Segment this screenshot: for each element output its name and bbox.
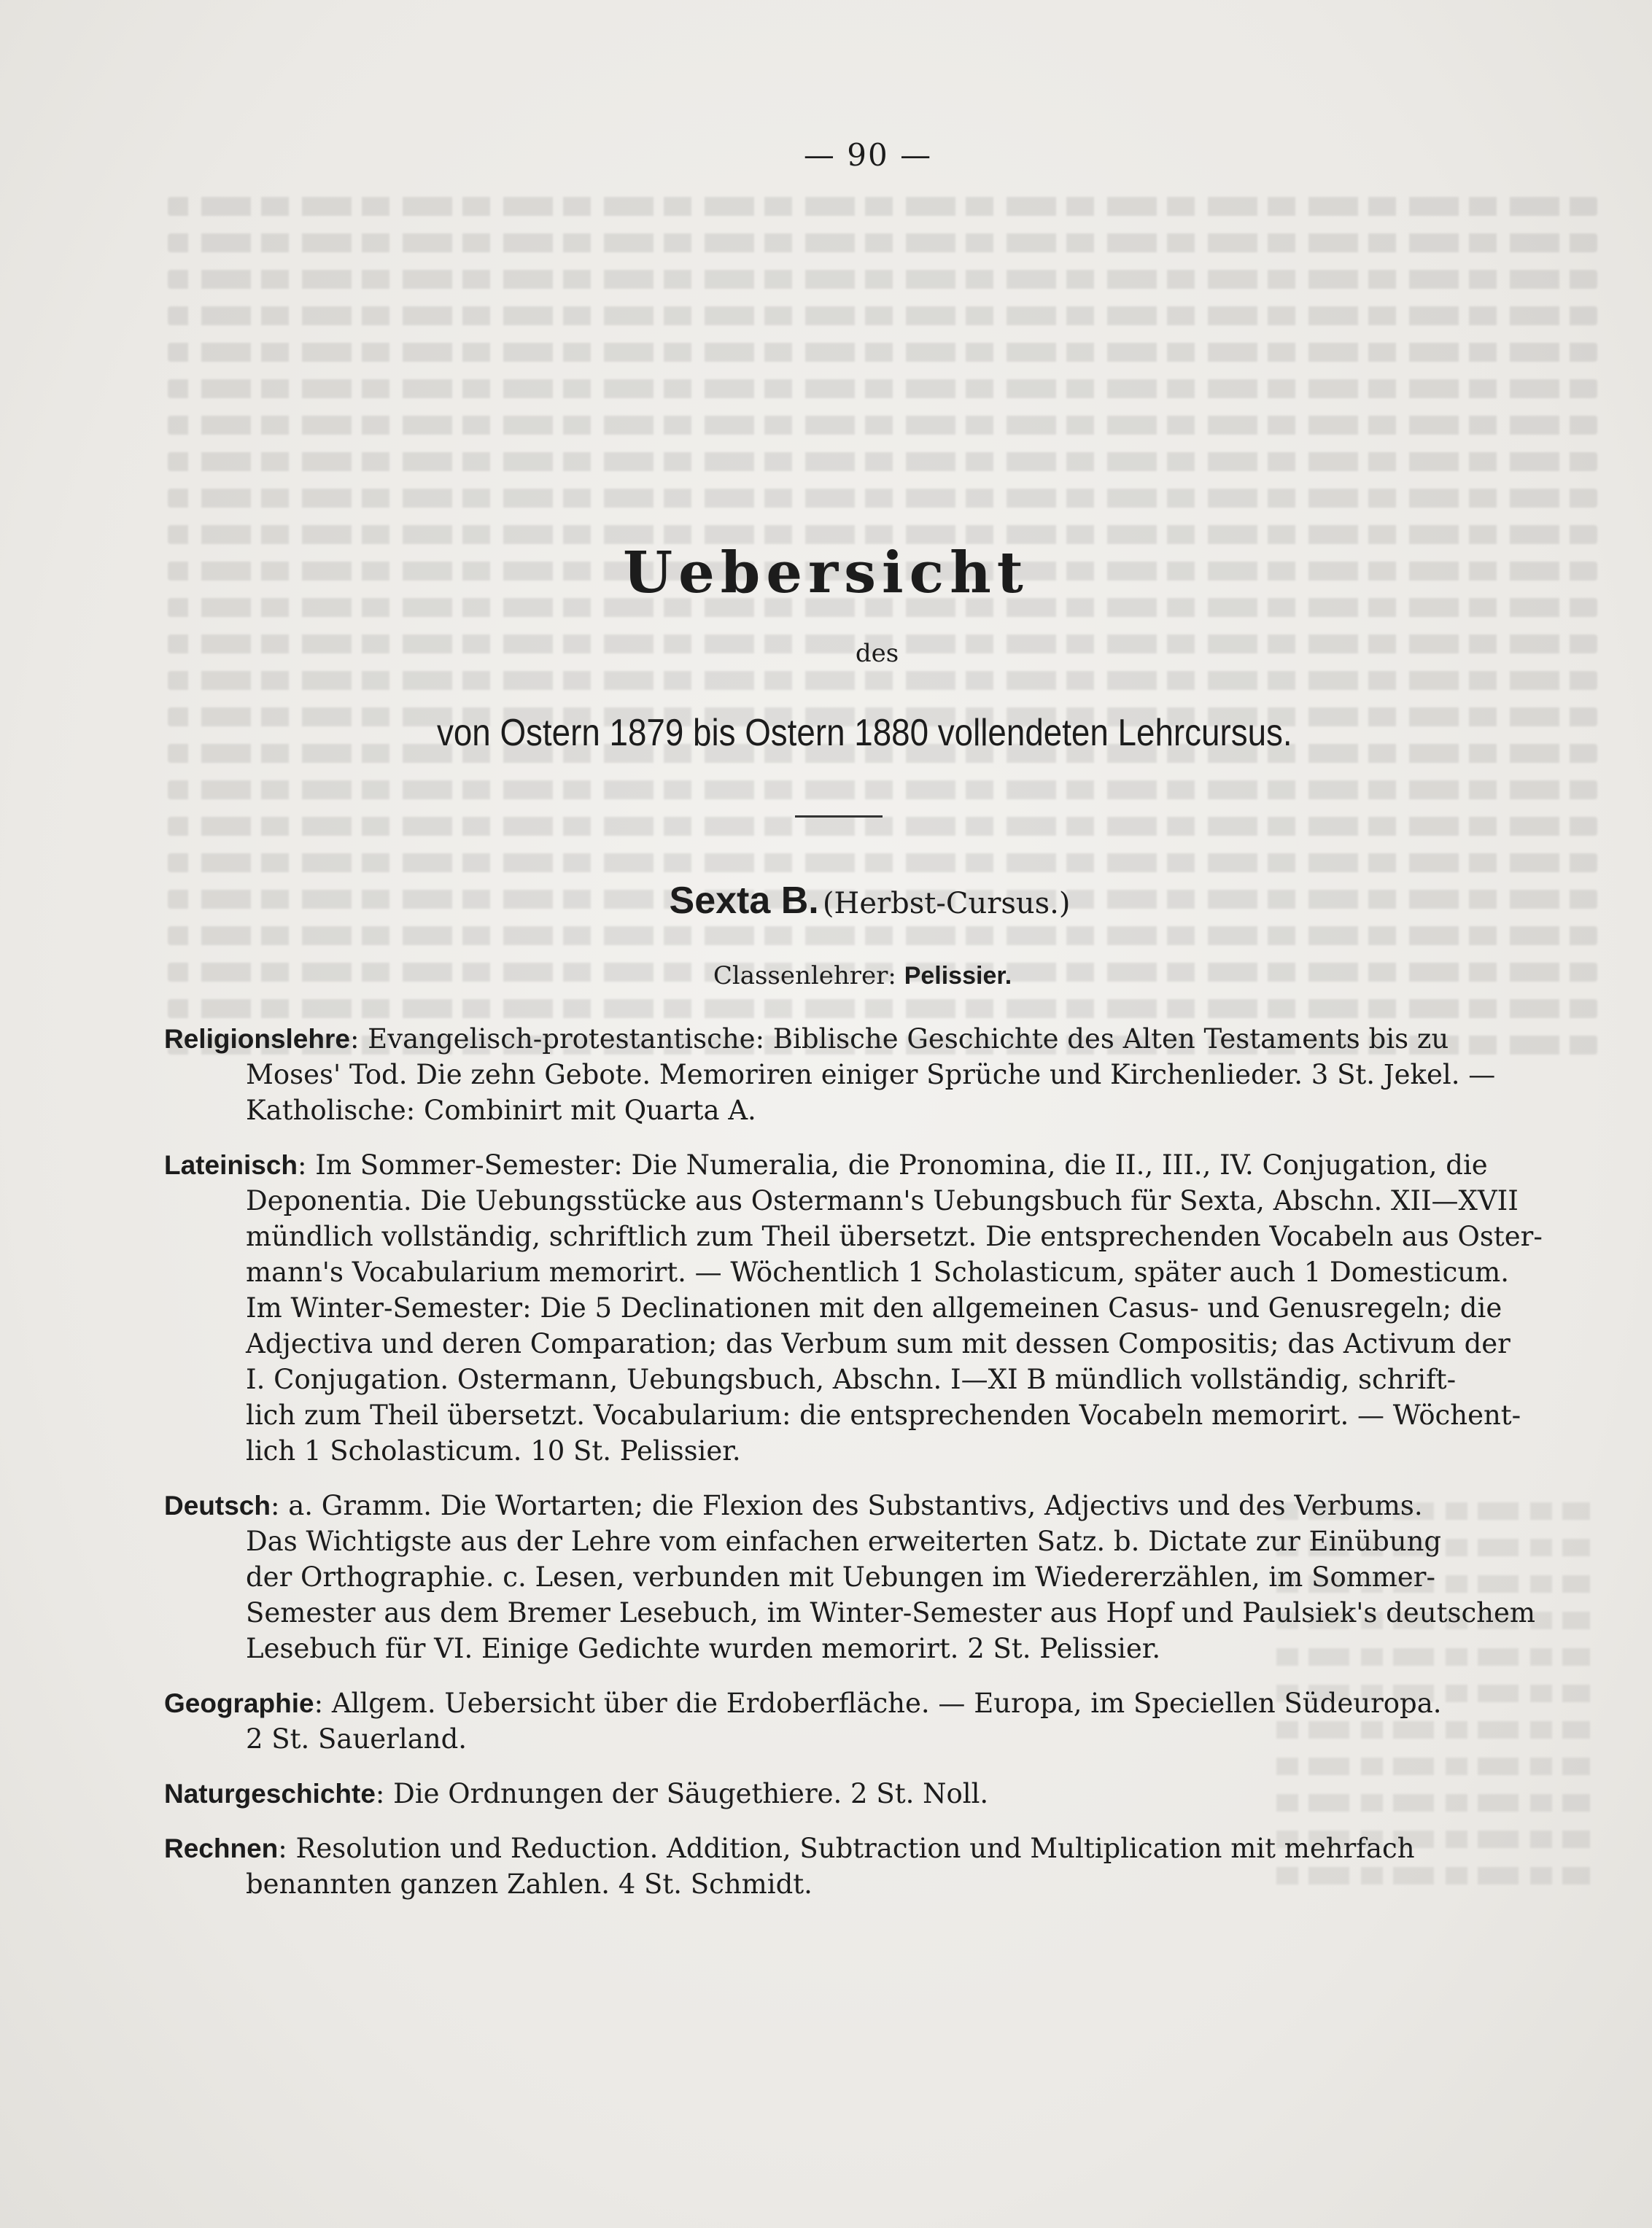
subject-list [164,1021,1572,1921]
subject-name: Religionslehre [164,1024,350,1054]
subject-rechnen [164,1831,1572,1902]
class-teacher-label: Classenlehrer: [713,961,896,990]
class-teacher-name: Pelissier. [904,962,1012,990]
subject-name: Rechnen [164,1833,279,1863]
subject-text: Moses' Tod. Die zehn Gebote. Memoriren einiger Sprüche und Kirchenlieder. 3 St. Jekel. — [246,1059,1496,1090]
subject-text: I. Conjugation. Ostermann, Uebungsbuch, Abschn. I—XI B mündlich vollständig, schrift- [246,1364,1457,1395]
subject-text: Das Wichtigste aus der Lehre vom einfachen erweiterten Satz. b. Dictate zur Einübung [246,1526,1442,1557]
subject-text: Im Winter-Semester: Die 5 Declinationen mit den allgemeinen Casus- und Genusregeln; die [246,1292,1502,1324]
subject-text: lich 1 Scholasticum. 10 St. Pelissier. [246,1435,741,1467]
subject-text: Semester aus dem Bremer Lesebuch, im Winter-Semester aus Hopf und Paulsiek's deutschem [246,1597,1535,1629]
subject-deutsch [164,1488,1572,1666]
class-teacher [0,961,1652,990]
subject-name: Lateinisch [164,1150,298,1180]
title-connector: des [855,639,899,668]
class-name: Sexta B. [669,880,819,922]
subject-text: mündlich vollständig, schriftlich zum Theil übersetzt. Die entsprechenden Vocabeln aus Oster- [246,1221,1543,1252]
subject-geographie [164,1685,1572,1757]
subject-text: der Orthographie. c. Lesen, verbunden mit Uebungen im Wiedererzählen, im Sommer- [246,1561,1435,1593]
subject-text: benannten ganzen Zahlen. 4 St. Schmidt. [246,1868,813,1900]
subject-text: Adjectiva und deren Comparation; das Verbum sum mit dessen Compositis; das Activum der [246,1328,1511,1359]
subject-lateinisch [164,1147,1572,1469]
subject-text: lich zum Theil übersetzt. Vocabularium: die entsprechenden Vocabeln memorirt. — Wöchent- [246,1400,1521,1431]
subject-text: Katholische: Combinirt mit Quarta A. [246,1095,756,1126]
class-note: (Herbst-Cursus.) [822,887,1071,920]
show-through-text [168,197,1597,1072]
subject-text: : a. Gramm. Die Wortarten; die Flexion des Substantivs, Adjectivs und des Verbums. [270,1490,1423,1521]
subject-naturgeschichte [164,1776,1572,1812]
subject-text: mann's Vocabularium memorirt. — Wöchentlich 1 Scholasticum, später auch 1 Domesticum. [246,1257,1510,1288]
subject-text: 2 St. Sauerland. [246,1723,468,1755]
subject-religionslehre [164,1021,1572,1128]
subject-text: : Evangelisch-protestantische: Biblische Geschichte des Alten Testaments bis zu [349,1023,1449,1055]
page-title: Uebersicht [623,540,1029,606]
subject-name: Naturgeschichte [164,1779,376,1809]
subject-text: : Allgem. Uebersicht über die Erdoberfläche. — Europa, im Speciellen Südeuropa. [314,1688,1442,1719]
subject-name: Geographie [164,1688,314,1718]
subject-text: : Die Ordnungen der Säugethiere. 2 St. Noll. [375,1778,989,1809]
subject-text: Deponentia. Die Uebungsstücke aus Ostermann's Uebungsbuch für Sexta, Abschn. XII—XVII [246,1185,1519,1216]
subject-text: Lesebuch für VI. Einige Gedichte wurden memorirt. 2 St. Pelissier. [246,1633,1161,1664]
subject-text: : Im Sommer-Semester: Die Numeralia, die Pronomina, die II., III., IV. Conjugation, die [298,1149,1488,1181]
subject-text: : Resolution und Reduction. Addition, Subtraction und Multiplication mit mehrfach [278,1833,1415,1864]
page-subtitle: von Ostern 1879 bis Ostern 1880 vollendeten Lehrcursus. [436,712,1292,754]
page-number: — 90 — [803,137,933,173]
divider [795,815,883,818]
subject-name: Deutsch [164,1491,271,1521]
class-heading [0,879,1652,923]
